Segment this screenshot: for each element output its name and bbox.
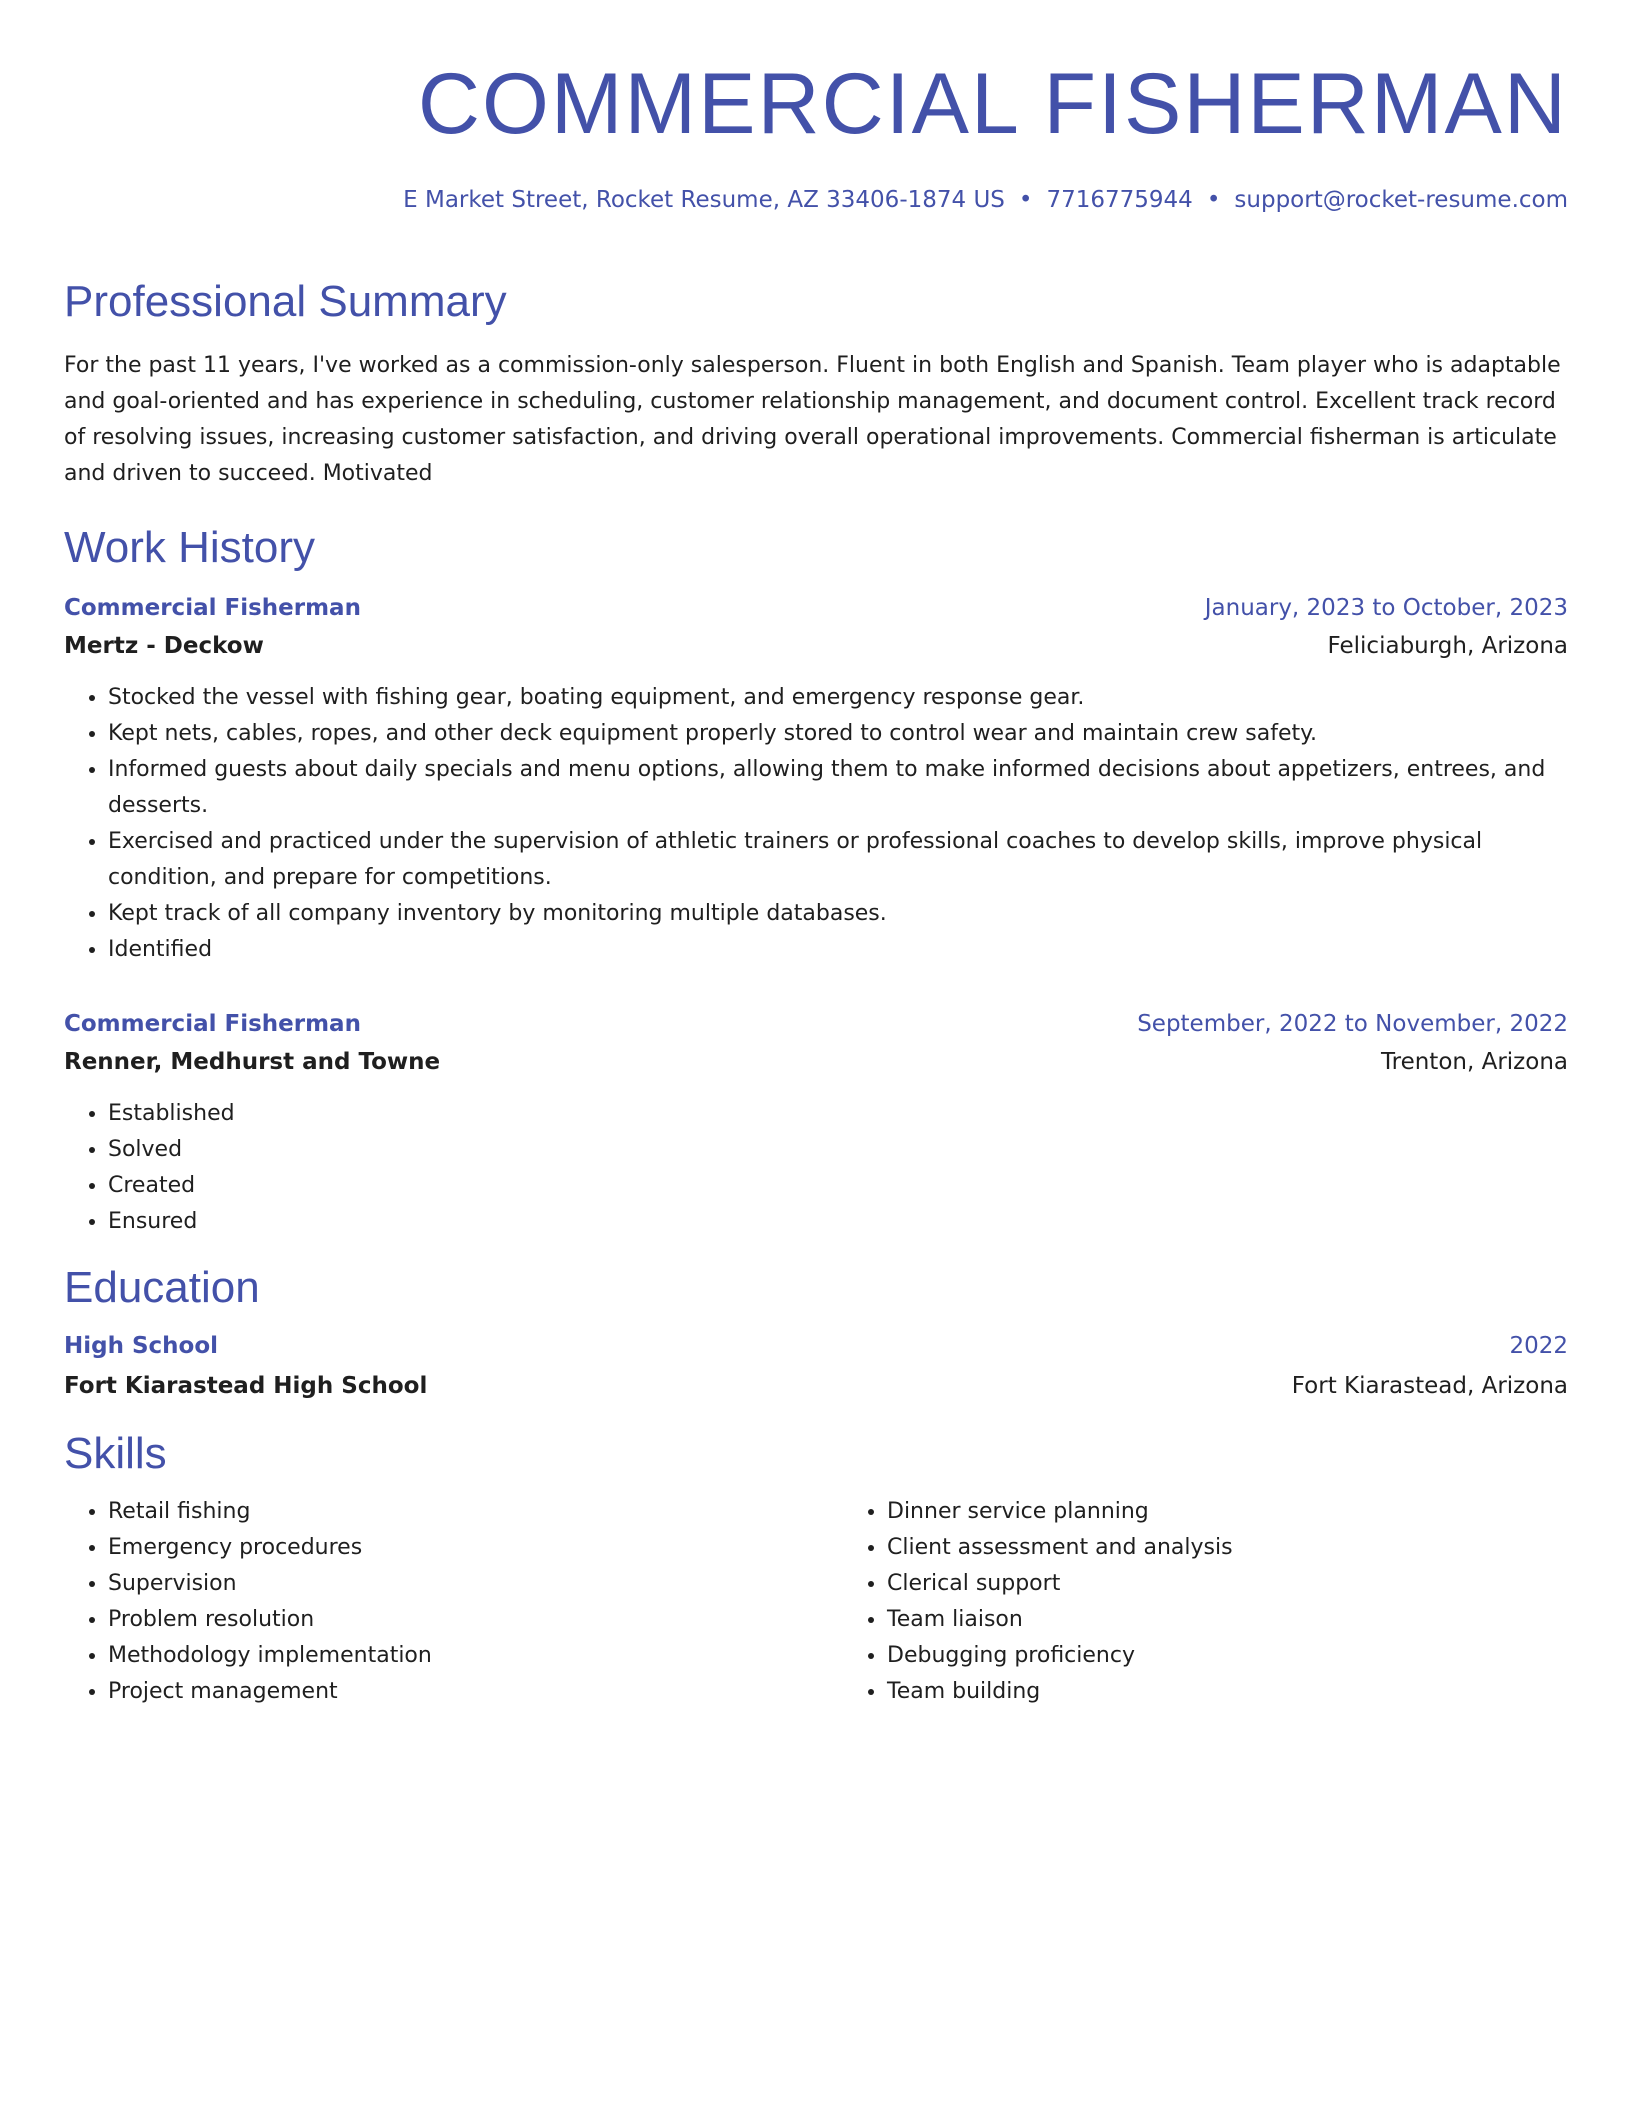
- contact-line: [64, 184, 1568, 216]
- job-bullets: [64, 680, 1568, 968]
- skills-columns: [64, 1494, 1568, 1710]
- skill-item: • Emergency procedures: [108, 1530, 843, 1566]
- job-entry: [64, 1006, 1568, 1240]
- job-bullet: • Informed guests about daily specials and menu options, allowing them to make informed decisions about appetizers, entrees, and desserts.: [108, 752, 1568, 824]
- contact-phone: 7716775944: [1046, 187, 1193, 213]
- work-history-heading: Work History: [64, 523, 315, 572]
- education-year: 2022: [1509, 1333, 1568, 1359]
- skill-item: • Supervision: [108, 1566, 843, 1602]
- job-role: Commercial Fisherman: [64, 1011, 361, 1037]
- job-bullet: • Ensured: [108, 1204, 1568, 1240]
- education-heading: Education: [64, 1263, 260, 1312]
- job-bullet: • Solved: [108, 1132, 1568, 1168]
- job-entry: [64, 590, 1568, 968]
- job-company-row: [64, 626, 1568, 666]
- summary-text: For the past 11 years, I've worked as a commission-only salesperson. Fluent in both English and Spanish. Team player who is adaptable and goal-oriented and has experience in scheduling, customer relationship management, and document control. Excellent track record of resolving issues, increasing customer satisfaction, and driving overall operational improvements. Commercial fisherman is articulate and driven to succeed. Motivated: [64, 353, 1561, 486]
- skill-item: • Project management: [108, 1674, 843, 1710]
- job-bullet: • Established: [108, 1096, 1568, 1132]
- job-bullet: • Created: [108, 1168, 1568, 1204]
- contact-email[interactable]: support@rocket-resume.com: [1234, 187, 1568, 213]
- job-dates: January, 2023 to October, 2023: [1204, 595, 1568, 621]
- job-company: Renner, Medhurst and Towne: [64, 1049, 441, 1075]
- education-location: Fort Kiarastead, Arizona: [1291, 1373, 1568, 1399]
- skill-item: • Clerical support: [887, 1566, 1622, 1602]
- contact-separator: •: [1206, 187, 1221, 213]
- skills-heading: Skills: [64, 1429, 167, 1478]
- education-school: Fort Kiarastead High School: [64, 1373, 428, 1399]
- job-bullet: • Kept nets, cables, ropes, and other deck equipment properly stored to control wear and maintain crew safety.: [108, 716, 1568, 752]
- job-bullet: • Kept track of all company inventory by monitoring multiple databases.: [108, 896, 1568, 932]
- education-entry: [64, 1328, 1568, 1408]
- skills-right-list: [843, 1494, 1622, 1710]
- job-bullet: • Identified: [108, 932, 1568, 968]
- education-degree: High School: [64, 1333, 219, 1359]
- contact-address: E Market Street, Rocket Resume, AZ 33406-1874 US: [403, 187, 1005, 213]
- job-header-row: [64, 590, 1568, 626]
- skill-item: • Client assessment and analysis: [887, 1530, 1622, 1566]
- education-school-row: [64, 1364, 1568, 1408]
- job-bullet: • Stocked the vessel with fishing gear, boating equipment, and emergency response gear.: [108, 680, 1568, 716]
- job-dates: September, 2022 to November, 2022: [1137, 1011, 1568, 1037]
- skill-item: • Methodology implementation: [108, 1638, 843, 1674]
- job-header-row: [64, 1006, 1568, 1042]
- skill-item: • Debugging proficiency: [887, 1638, 1622, 1674]
- summary-heading: Professional Summary: [64, 277, 507, 326]
- job-company: Mertz - Deckow: [64, 633, 264, 659]
- job-location: Trenton, Arizona: [1380, 1049, 1568, 1075]
- resume-name: COMMERCIAL FISHERMAN: [417, 56, 1568, 152]
- skills-left-list: [64, 1494, 843, 1710]
- contact-separator: •: [1018, 187, 1033, 213]
- skill-item: • Problem resolution: [108, 1602, 843, 1638]
- job-bullet: • Exercised and practiced under the supervision of athletic trainers or professional coaches to develop skills, improve physical condition, and prepare for competitions.: [108, 824, 1568, 896]
- skill-item: • Team building: [887, 1674, 1622, 1710]
- job-location: Feliciaburgh, Arizona: [1327, 633, 1568, 659]
- job-role: Commercial Fisherman: [64, 595, 361, 621]
- job-bullets: [64, 1096, 1568, 1240]
- skill-item: • Retail fishing: [108, 1494, 843, 1530]
- skill-item: • Team liaison: [887, 1602, 1622, 1638]
- skill-item: • Dinner service planning: [887, 1494, 1622, 1530]
- job-company-row: [64, 1042, 1568, 1082]
- education-header-row: [64, 1328, 1568, 1364]
